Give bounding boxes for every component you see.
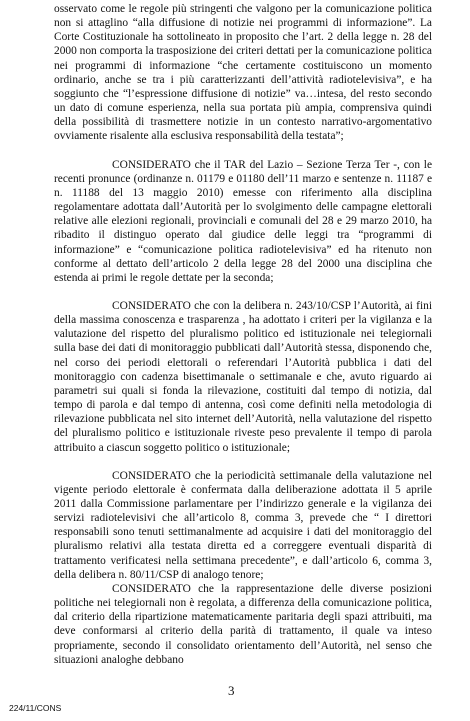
footer-document-code: 224/11/CONS <box>9 703 62 713</box>
paragraph-continuation: osservato come le regole più stringenti che valgono per la comunicazione politica non si attaglino “alla diffusione di notizie nei programmi di informazione”. La Corte Costituzionale ha sottolineato in proposito che l’art. 2 della legge n. 28 del 2000 non comporta la trasposizione dei criteri dettati per la comunicazione politica nei programmi di informazione “che certamente costituiscono un momento ordinario, anche se tra i più caratterizzanti dell’attività radiotelevisiva”, e ha soggiunto che “l’espressione diffusione di notizie” va…intesa, del resto secondo un dato di comune esperienza, nella sua portata più ampia, comprensiva quindi della possibilità di trasmettere notizie in un contesto narrativo-argomentativo ovviamente risalente alla esclusiva responsabilità della testata”; <box>54 3 432 143</box>
paragraph-considerato-tar: CONSIDERATO che il TAR del Lazio – Sezione Terza Ter -, con le recenti pronunce (ordinanze n. 01179 e 01180 dell’11 marzo e sentenze n. 11187 e n. 11188 del 13 maggio 2010) emesse con riferimento alla disciplina regolamentare adottata dall’Autorità per lo svolgimento delle campagne elettorali relative alle elezioni regionali, provinciali e comunali del 28 e 29 marzo 2010, ha ribadito il distinguo operato dal giudice delle leggi tra “programmi di informazione” e “comunicazione politica radiotelevisiva” ed ha ritenuto non conforme al dettato dell’articolo 2 della legge 28 del 2000 una disciplina che estenda ai primi le regole dettate per la seconda; <box>54 158 432 284</box>
document-body <box>54 2 432 667</box>
page-number: 3 <box>228 683 235 698</box>
paragraph-considerato-rappresentazione: CONSIDERATO che la rappresentazione delle diverse posizioni politiche nei telegiornali non è regolata, a differenza della comunicazione politica, dal criterio della ripartizione matematicamente paritaria degli spazi attribuiti, ma deve conformarsi al criterio della parità di trattamento, il quale va inteso propriamente, secondo il consolidato orientamento dell’Autorità, nel senso che situazioni analoghe debbano <box>54 582 432 666</box>
paragraph-considerato-periodicita: CONSIDERATO che la periodicità settimanale della valutazione nel vigente periodo elettorale è confermata dalla deliberazione adottata il 5 aprile 2011 dalla Commissione parlamentare per l’indirizzo generale e la vigilanza dei servizi radiotelevisivi che all’articolo 8, comma 3, prevede che “ I direttori responsabili sono tenuti settimanalmente ad acquisire i dati del monitoraggio del pluralismo relativi alla testata diretta ed a correggere eventuali disparità di trattamento verificatesi nella settimana precedente”, e dall’articolo 6, comma 3, della delibera n. 80/11/CSP di analogo tenore; <box>54 469 432 581</box>
paragraph-considerato-delibera: CONSIDERATO che con la delibera n. 243/10/CSP l’Autorità, ai fini della massima conoscenza e trasparenza , ha adottato i criteri per la vigilanza e la valutazione del rispetto del pluralismo politico ed istituzionale nei telegiornali sulla base dei dati di monitoraggio pubblicati dall’Autorità stessa, disponendo che, nel corso dei periodi elettorali o referendari l’Autorità pubblica i dati del monitoraggio con cadenza bisettimanale o settimanale e che, avuto riguardo ai parametri sui quali si fonda la rilevazione, costituiti dal tempo di notizia, dal tempo di parola e dal tempo di antenna, così come definiti nella metodologia di rilevazione pubblicata nel sito internet dell’Autorità, nella valutazione del rispetto del pluralismo politico e istituzionale riveste peso prevalente il tempo di parola attribuito a ciascun soggetto politico o istituzionale; <box>54 299 432 454</box>
